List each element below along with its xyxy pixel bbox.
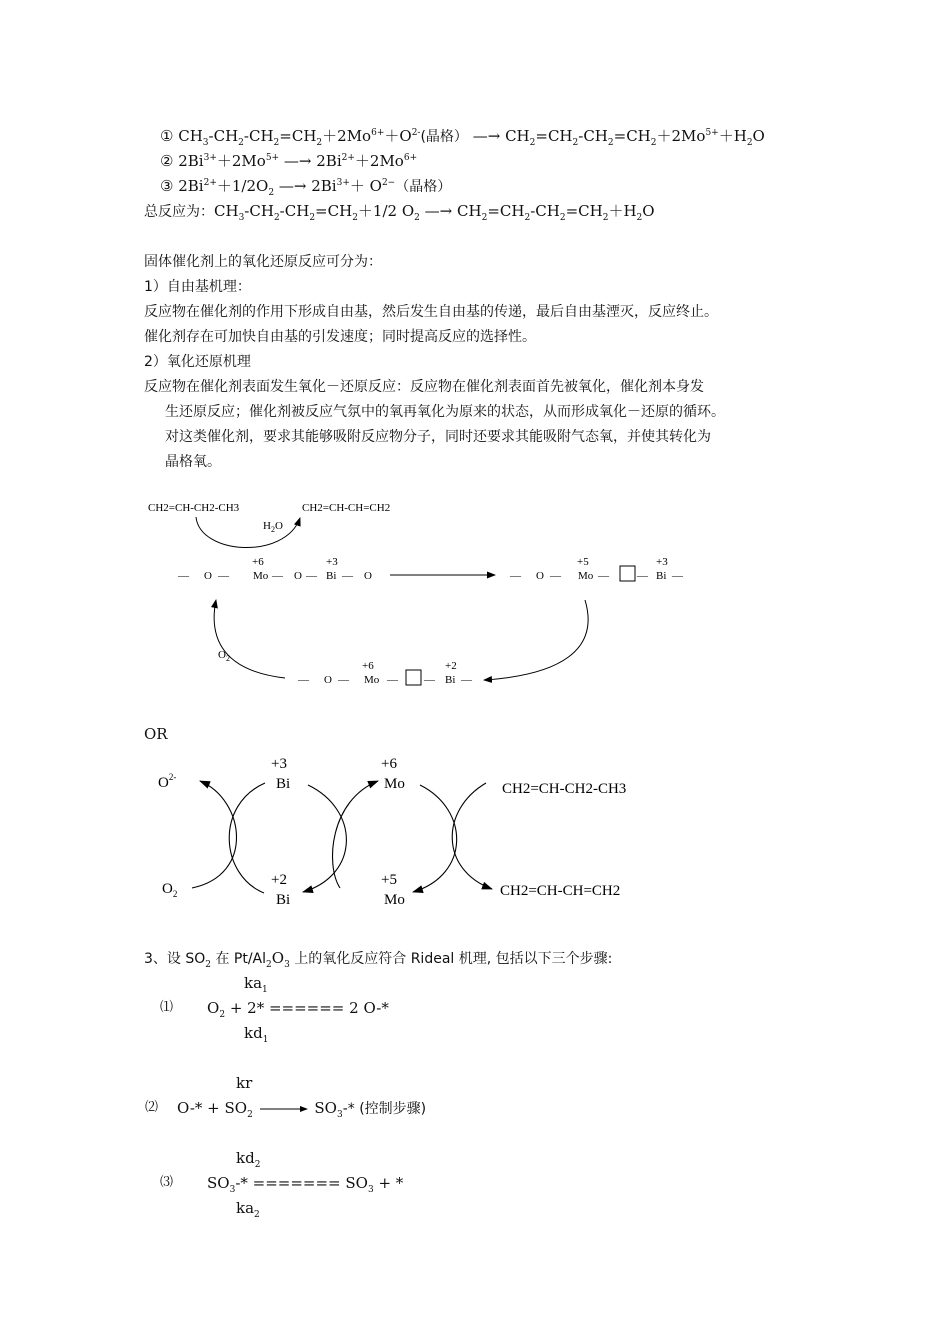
svg-text:—: — <box>298 674 309 686</box>
step3-number: ⑶ <box>160 1175 174 1190</box>
paragraph-line: 对这类催化剂，要求其能够吸附反应物分子，同时还要求其能吸附气态氧，并使其转化为 <box>165 429 711 445</box>
mo-atom: Mo <box>578 570 594 582</box>
svg-text:—: — <box>424 674 435 686</box>
svg-text:—: — <box>672 570 683 582</box>
step1-reverse-rate: $kd_1$ <box>244 1024 269 1045</box>
product-label: CH2=CH-CH=CH2 <box>302 502 391 514</box>
reaction-2: ② $2Bi^{3+}+2Mo^{5+}$ —→ $2Bi^{2+}+2Mo^{6+}$ <box>160 152 418 170</box>
bi-oxidation-state: +3 <box>271 756 287 772</box>
bi-atom: Bi <box>276 892 291 908</box>
step2-equation: $O-* + SO_2$ $SO_3-*$ (控制步骤) <box>177 1099 427 1120</box>
svg-text:—: — <box>342 570 353 582</box>
mo-oxidation-state: +5 <box>381 872 397 888</box>
reaction-1: ① $CH_3-CH_2-CH_2=CH_2+2Mo^{6+}+O^{2-}$(晶格） —→ $CH_2=CH_2-CH_2=CH_2+2Mo^{5+}+H_2O$ <box>160 127 765 148</box>
reactant-label: CH2=CH-CH2-CH3 <box>502 781 627 797</box>
reoxidation-curve-arrow <box>214 600 285 678</box>
svg-text:—: — <box>387 674 398 686</box>
cycle-arrow <box>332 781 378 888</box>
problem-title: 3、设 $SO_2$ 在 $Pt/Al_2O_3$ 上的氧化反应符合 Rideal 机理, 包括以下三个步骤: <box>144 949 613 970</box>
redox-cycle-diagram <box>0 490 950 700</box>
step1-equation: $O_2 + 2*$ ====== 2 O-* <box>207 999 389 1020</box>
bi-oxidation-state: +2 <box>271 872 287 888</box>
bi-atom: Bi <box>445 674 456 686</box>
cycle-arrow <box>452 783 492 889</box>
svg-text:—: — <box>598 570 609 582</box>
svg-text:—: — <box>338 674 349 686</box>
mo-atom: Mo <box>253 570 269 582</box>
paragraph-line: 反应物在催化剂表面发生氧化－还原反应：反应物在催化剂表面首先被氧化，催化剂本身发 <box>144 379 704 395</box>
water-label: $H_2O$ <box>263 520 283 534</box>
step1-forward-rate: $ka_1$ <box>244 974 268 995</box>
mo-oxidation-state: +6 <box>362 660 374 672</box>
paragraph-line: 反应物在催化剂的作用下形成自由基，然后发生自由基的传递，最后自由基湮灭，反应终止。 <box>144 304 718 320</box>
cycle-arrow <box>229 783 265 893</box>
oxygen-vacancy <box>406 670 421 685</box>
step3-equation: $SO_3-*$ ======= $SO_3$ + * <box>207 1174 404 1195</box>
bi-oxidation-state: +2 <box>445 660 457 672</box>
mo-atom: Mo <box>384 892 405 908</box>
bi-atom: Bi <box>656 570 667 582</box>
mo-atom: Mo <box>384 776 405 792</box>
paragraph-line: 催化剂存在可加快自由基的引发速度；同时提高反应的选择性。 <box>144 329 536 345</box>
svg-text:—: — <box>550 570 561 582</box>
cycle-arrow <box>413 785 457 892</box>
oxygen-atom: O <box>294 570 302 582</box>
svg-text:—: — <box>272 570 283 582</box>
svg-text:—: — <box>218 570 229 582</box>
heading-free-radical: 1）自由基机理： <box>144 279 251 295</box>
step2-number: ⑵ <box>145 1100 159 1115</box>
reactant-label: CH2=CH-CH2-CH3 <box>148 502 240 514</box>
mo-oxidation-state: +6 <box>252 556 264 568</box>
svg-text:—: — <box>637 570 648 582</box>
reaction-3: ③ $2Bi^{2+}+1/2O_2$ —→ $2Bi^{3+}+ O^{2-}$（晶格） <box>160 177 452 198</box>
svg-text:—: — <box>178 570 189 582</box>
reaction-curve-arrow <box>196 517 300 548</box>
mo-oxidation-state: +6 <box>381 756 397 772</box>
heading-redox: 2）氧化还原机理 <box>144 354 251 370</box>
svg-text:—: — <box>306 570 317 582</box>
oxygen-atom: O <box>536 570 544 582</box>
paragraph-line: 晶格氧。 <box>165 454 221 470</box>
lattice-oxygen-label: $O^{2-}$ <box>158 772 177 791</box>
paragraph-line: 生还原反应；催化剂被反应气氛中的氧再氧化为原来的状态，从而形成氧化－还原的循环。 <box>165 404 725 420</box>
oxygen-atom: O <box>324 674 332 686</box>
intro-text: 固体催化剂上的氧化还原反应可分为： <box>144 254 382 270</box>
svg-text:—: — <box>461 674 472 686</box>
step2-arrow <box>258 1104 310 1114</box>
oxygen-atom: O <box>204 570 212 582</box>
product-label: CH2=CH-CH=CH2 <box>500 883 621 899</box>
or-label: OR <box>144 725 168 743</box>
step2-rate: kr <box>236 1074 253 1092</box>
oxygen-gas-label: $O_2$ <box>162 881 178 899</box>
step1-number: ⑴ <box>160 1000 174 1015</box>
step3-forward-rate: $kd_2$ <box>236 1149 261 1170</box>
cycle-arrow <box>303 785 346 892</box>
svg-text:—: — <box>510 570 521 582</box>
bi-oxidation-state: +3 <box>326 556 338 568</box>
mo-oxidation-state: +5 <box>577 556 589 568</box>
oxygen-vacancy <box>620 566 635 581</box>
oxygen-gas-label: $O_2$ <box>218 649 230 663</box>
mo-atom: Mo <box>364 674 380 686</box>
bi-oxidation-state: +3 <box>656 556 668 568</box>
bi-atom: Bi <box>326 570 337 582</box>
bi-atom: Bi <box>276 776 291 792</box>
reduction-curve-arrow <box>484 600 588 680</box>
oxygen-atom: O <box>364 570 372 582</box>
total-reaction: 总反应为：$CH_3-CH_2-CH_2=CH_2+1/2$ $O_2$ —→ $CH_2=CH_2-CH_2=CH_2+H_2O$ <box>144 202 655 223</box>
step3-reverse-rate: $ka_2$ <box>236 1199 260 1220</box>
coupled-cycles-diagram <box>0 745 950 915</box>
